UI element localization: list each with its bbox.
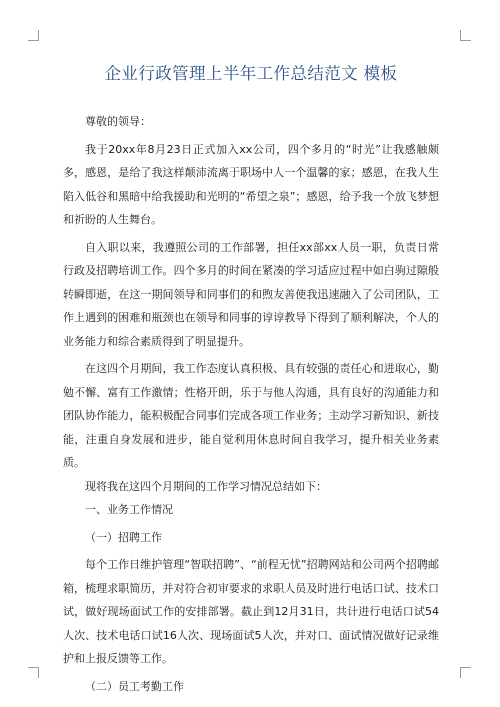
document-page xyxy=(63,60,439,698)
paragraph-summary-intro: 现将我在这四个月期间的工作学习情况总结如下： xyxy=(85,479,327,493)
section-heading-business: 一、业务工作情况 xyxy=(85,503,173,516)
greeting: 尊敬的领导： xyxy=(85,115,151,128)
subsection-heading-attendance: （二）员工考勤工作 xyxy=(85,679,184,693)
corner-mark-top-left xyxy=(28,30,39,41)
corner-mark-bottom-right xyxy=(460,667,471,678)
corner-mark-bottom-left xyxy=(28,667,39,678)
corner-mark-top-right xyxy=(460,30,471,41)
paragraph-work-attitude: 在这四个月期间，我工作态度认真积极、具有较强的责任心和进取心，勤勉不懈、富有工作激情；性格开朗，乐于与他人沟通，具有良好的沟通能力和团队协作能力，能积极配合同事们完成各项工作业务；主动学习新知识、新技能，注重自身发展和进步，能自觉利用休息时间自我学习，提升相关业务素质。 xyxy=(63,362,439,469)
paragraph-recruitment: 每个工作日维护管理“智联招聘”、“前程无忧”招聘网站和公司两个招聘邮箱，梳理求职简历，并对符合初审要求的求职人员及时进行电话口试、技术口试，做好现场面试工作的安排部署。截止到12月31日，共计进行电话口试54人次、技术电话口试16人次、现场面试5人次，并对口、面试情况做好记录维护和上报反馈等工作。 xyxy=(63,558,439,665)
document-title: 企业行政管理上半年工作总结范文 模板 xyxy=(104,64,398,83)
paragraph-intro: 我于20xx年8月23日正式加入xx公司，四个多月的“时光”让我感触颇多，感恩，是给了我这样颠沛流离于职场中人一个温馨的家；感恩，在我人生陷入低谷和黑暗中给我援助和光明的“希望之泉”；感恩，给予我一个放飞梦想和祈盼的人生舞台。 xyxy=(63,142,439,226)
paragraph-since-joining: 自入职以来，我遵照公司的工作部署，担任xx部xx人员一职，负责日常行政及招聘培训工作。四个多月的时间在紧凑的学习适应过程中如白驹过隙般转瞬即逝，在这一期间领导和同事们的和煦友善使我迅速融入了公司团队，工作上遇到的困难和瓶颈也在领导和同事的谆谆教导下得到了顺利解决，个人的业务能力和综合素质得到了明显提升。 xyxy=(63,240,439,348)
subsection-heading-recruitment: （一）招聘工作 xyxy=(85,530,162,544)
